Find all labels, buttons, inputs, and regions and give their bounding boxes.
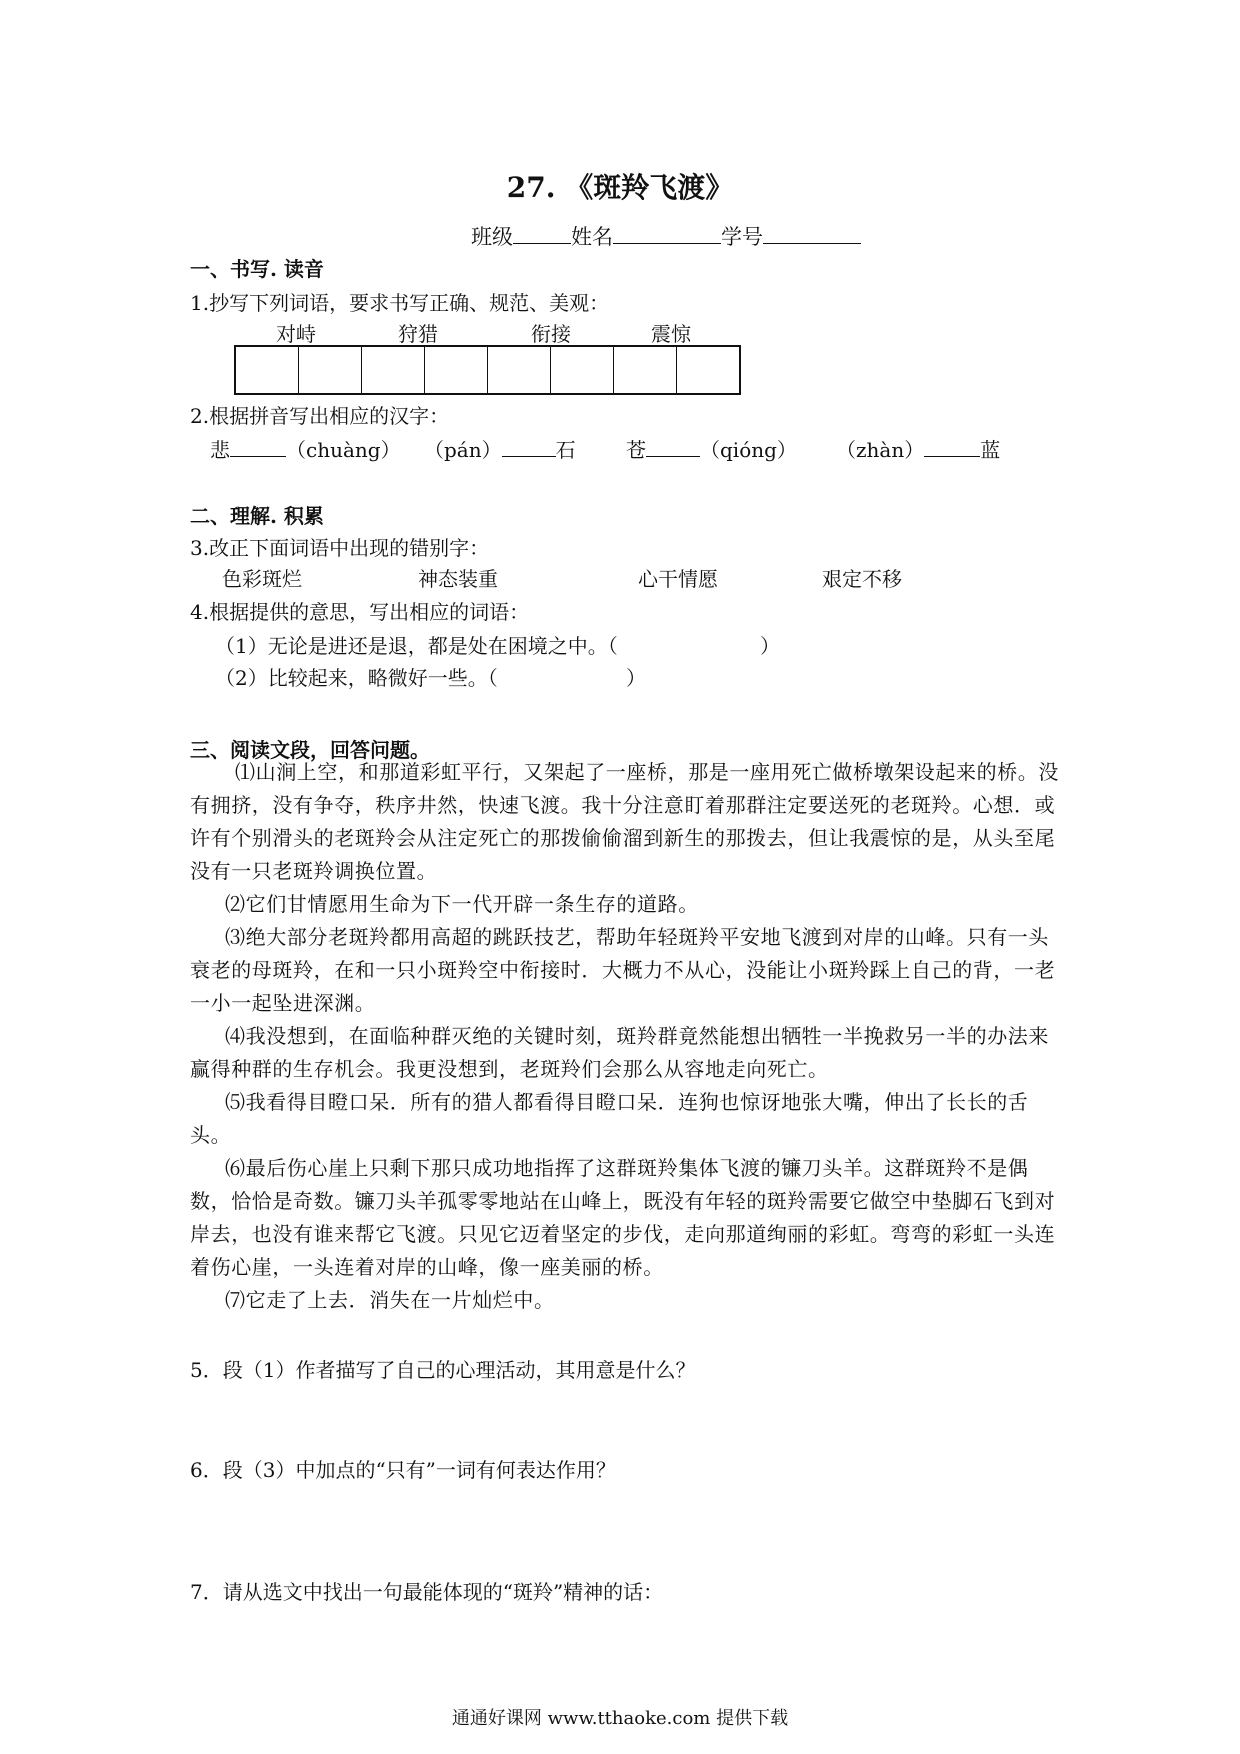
page-title: 27. 《斑羚飞渡》 — [506, 171, 734, 204]
pinyin-char: 苍 — [626, 438, 646, 462]
class-blank[interactable] — [513, 225, 571, 244]
writing-cell[interactable] — [425, 347, 488, 393]
pinyin-item-1 — [210, 434, 401, 463]
name-label: 姓名 — [571, 225, 613, 249]
pinyin-char: 蓝 — [980, 438, 1001, 462]
close-paren: ） — [626, 666, 646, 690]
question-7: 7．请从选文中找出一句最能体现的“斑羚”精神的话： — [190, 1580, 664, 1604]
footer-credit: 通通好课网 www.tthaoke.com 提供下载 — [451, 1708, 789, 1729]
reading-paragraph-6: ⑹最后伤心崖上只剩下那只成功地指挥了这群斑羚集体飞渡的镰刀头羊。这群斑羚不是偶数，恰恰是奇数。镰刀头羊孤零零地站在山峰上，既没有年轻的斑羚需要它做空中垫脚石飞到对岸去，也没有谁来帮它飞渡。只见它迈着坚定的步伐，走向那道绚丽的彩虹。弯弯的彩虹一头连着伤心崖，一头连着对岸的山峰，像一座美丽的桥。 — [190, 1156, 1056, 1279]
reading-paragraph-3: ⑶绝大部分老斑羚都用高超的跳跃技艺，帮助年轻斑羚平安地飞渡到对岸的山峰。只有一头衰老的母斑羚，在和一只小斑羚空中衔接时．大概力不从心，没能让小斑羚踩上自己的背，一老一小一起坠进深渊。 — [190, 925, 1056, 1015]
question-4-2: （2）比较起来，略微好一些。（ — [215, 666, 498, 690]
question-4: 4.根据提供的意思，写出相应的词语： — [190, 600, 530, 624]
writing-grid — [234, 345, 741, 395]
student-info-line — [471, 221, 861, 251]
reading-paragraph-1: ⑴山涧上空，和那道彩虹平行，又架起了一座桥，那是一座用死亡做桥墩架设起来的桥。没有拥挤，没有争夺，秩序井然，快速飞渡。我十分注意盯着那群注定要送死的老斑羚。心想．或许有个别滑头的老斑羚会从注定死亡的那拨偷偷溜到新生的那拨去，但让我震惊的是，从头至尾没有一只老斑羚调换位置。 — [190, 760, 1059, 883]
answer-blank[interactable] — [230, 438, 286, 457]
typo-word-2: 神态装重 — [418, 567, 498, 591]
copy-word-4: 震惊 — [651, 322, 691, 346]
section2-heading: 二、理解. 积累 — [190, 504, 324, 528]
reading-paragraph-5: ⑸我看得目瞪口呆．所有的猎人都看得目瞪口呆．连狗也惊讶地张大嘴，伸出了长长的舌头。 — [190, 1090, 1029, 1147]
name-blank[interactable] — [613, 225, 721, 244]
question-2: 2.根据拼音写出相应的汉字： — [190, 404, 450, 428]
writing-cell[interactable] — [299, 347, 362, 393]
question-4-1: （1）无论是进还是退，都是处在困境之中。（ — [215, 634, 618, 658]
id-blank[interactable] — [763, 225, 861, 244]
copy-word-2: 狩猎 — [398, 322, 438, 346]
section1-heading: 一、书写. 读音 — [190, 257, 324, 281]
pinyin-text: （zhàn） — [836, 438, 925, 462]
typo-word-1: 色彩斑烂 — [222, 567, 302, 591]
writing-cell[interactable] — [677, 347, 739, 393]
answer-blank[interactable] — [646, 438, 700, 457]
pinyin-item-3 — [626, 434, 797, 463]
typo-word-3: 心干情愿 — [638, 567, 718, 591]
class-label: 班级 — [471, 225, 513, 249]
question-1: 1.抄写下列词语，要求书写正确、规范、美观： — [190, 291, 610, 315]
writing-cell[interactable] — [551, 347, 614, 393]
typo-word-4: 艰定不移 — [822, 567, 902, 591]
question-3: 3.改正下面词语中出现的错别字： — [190, 536, 490, 560]
answer-blank[interactable] — [502, 438, 556, 457]
pinyin-char: 石 — [555, 438, 576, 462]
pinyin-text: （pán） — [424, 438, 502, 462]
pinyin-text: （chuàng） — [286, 438, 401, 462]
pinyin-text: （qióng） — [700, 438, 797, 462]
question-5: 5．段（1）作者描写了自己的心理活动，其用意是什么？ — [190, 1358, 696, 1382]
writing-cell[interactable] — [488, 347, 551, 393]
reading-paragraph-2: ⑵它们甘情愿用生命为下一代开辟一条生存的道路。 — [225, 892, 699, 916]
writing-cell[interactable] — [614, 347, 677, 393]
pinyin-item-4 — [836, 434, 1000, 463]
writing-cell[interactable] — [362, 347, 425, 393]
copy-word-1: 对峙 — [276, 322, 316, 346]
reading-paragraph-7: ⑺它走了上去．消失在一片灿烂中。 — [225, 1288, 555, 1312]
pinyin-char: 悲 — [210, 438, 230, 462]
writing-cell[interactable] — [236, 347, 299, 393]
reading-paragraph-4: ⑷我没想到，在面临种群灭绝的关键时刻，斑羚群竟然能想出牺牲一半挽救另一半的办法来赢得种群的生存机会。我更没想到，老斑羚们会那么从容地走向死亡。 — [190, 1024, 1049, 1081]
answer-blank[interactable] — [924, 438, 980, 457]
close-paren: ） — [760, 634, 780, 658]
question-6: 6．段（3）中加点的“只有”一词有何表达作用？ — [190, 1458, 616, 1482]
id-label: 学号 — [721, 225, 763, 249]
pinyin-item-2 — [424, 434, 576, 463]
copy-word-3: 衔接 — [531, 322, 571, 346]
section3-heading: 三、阅读文段，回答问题。 — [190, 738, 430, 762]
